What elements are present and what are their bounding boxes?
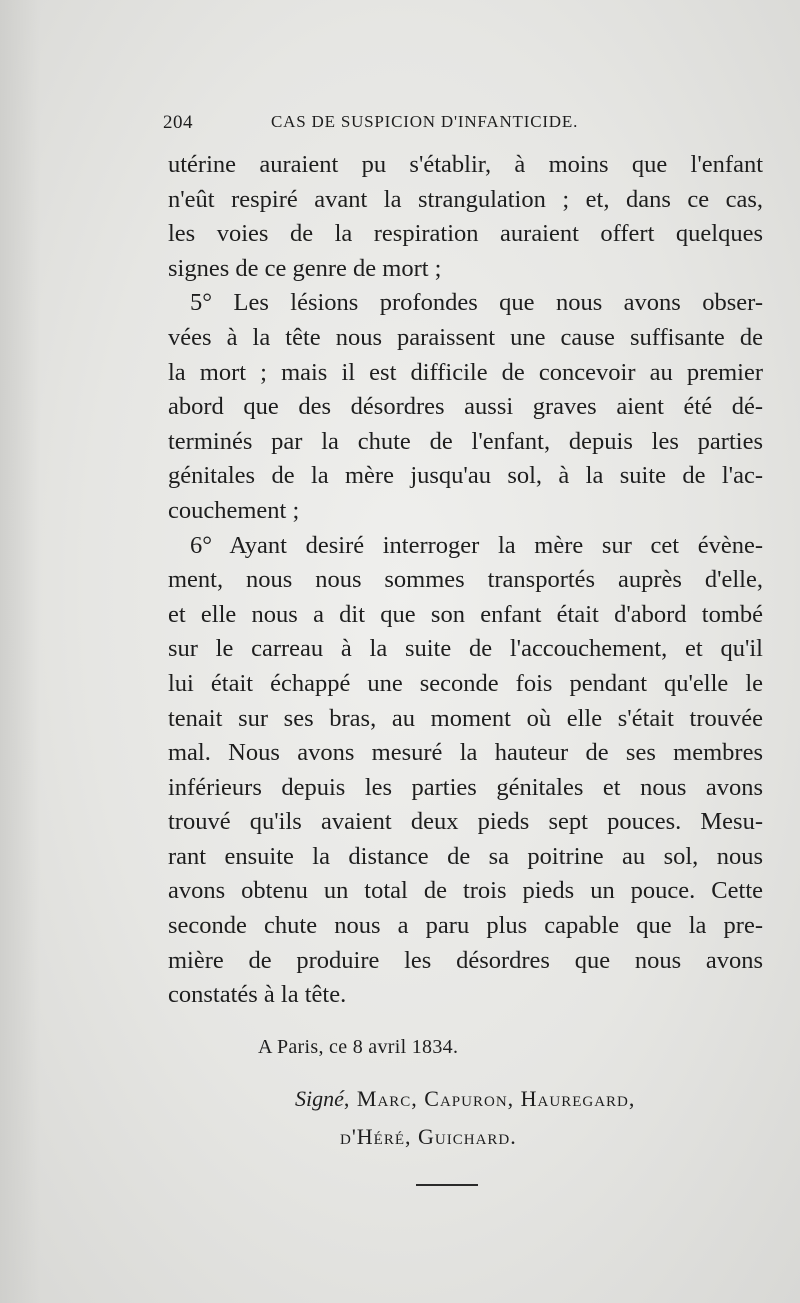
text-line: et elle nous a dit que son enfant était d'abord tombé xyxy=(168,600,763,628)
text-line: tenait sur ses bras, au moment où elle s'était trouvée xyxy=(168,704,763,732)
signature-line-1 xyxy=(295,1080,785,1118)
text-line: les voies de la respiration auraient offert quelques xyxy=(168,220,763,248)
text-line: terminés par la chute de l'enfant, depuis les parties xyxy=(168,427,763,455)
signatories-line-2: d'Héré, Guichard. xyxy=(340,1124,517,1149)
text-line: mal. Nous avons mesuré la hauteur de ses membres xyxy=(168,739,763,767)
body-text xyxy=(168,148,763,1013)
text-line: couchement ; xyxy=(168,496,300,524)
text-line: mière de produire les désordres que nous avons xyxy=(168,946,763,974)
signe-label: Signé xyxy=(295,1086,344,1111)
place-and-date: A Paris, ce 8 avril 1834. xyxy=(258,1036,459,1058)
text-line: inférieurs depuis les parties génitales et nous avons xyxy=(168,773,763,801)
signatories-line-1: , Marc, Capuron, Hauregard, xyxy=(343,1086,636,1111)
text-line: 6° Ayant desiré interroger la mère sur cet évène- xyxy=(190,531,763,559)
text-line: n'eût respiré avant la strangulation ; et, dans ce cas, xyxy=(168,185,763,213)
text-line: seconde chute nous a paru plus capable que la pre- xyxy=(168,912,763,940)
text-line: signes de ce genre de mort ; xyxy=(168,254,442,282)
text-line: trouvé qu'ils avaient deux pieds sept pouces. Mesu- xyxy=(168,808,763,836)
page-number: 204 xyxy=(163,112,193,133)
text-line: constatés à la tête. xyxy=(168,981,347,1009)
running-head xyxy=(163,112,643,142)
page-edge-shadow xyxy=(0,0,40,1303)
signature-block xyxy=(295,1080,785,1156)
text-line: avons obtenu un total de trois pieds un pouce. Cette xyxy=(168,877,763,905)
text-line: rant ensuite la distance de sa poitrine au sol, nous xyxy=(168,842,763,870)
text-line: génitales de la mère jusqu'au sol, à la suite de l'ac- xyxy=(168,462,763,490)
text-line: 5° Les lésions profondes que nous avons obser- xyxy=(190,289,763,317)
end-rule xyxy=(416,1184,478,1186)
text-line: utérine auraient pu s'établir, à moins que l'enfant xyxy=(168,151,763,178)
text-line: la mort ; mais il est difficile de concevoir au premier xyxy=(168,358,763,386)
text-line: vées à la tête nous paraissent une cause suffisante de xyxy=(168,323,763,351)
running-head-title: CAS DE SUSPICION D'INFANTICIDE. xyxy=(271,112,579,131)
text-line: sur le carreau à la suite de l'accouchement, et qu'il xyxy=(168,635,763,663)
text-line: lui était échappé une seconde fois pendant qu'elle le xyxy=(168,669,763,697)
text-line: abord que des désordres aussi graves aient été dé- xyxy=(168,393,763,421)
text-line: ment, nous nous sommes transportés auprès d'elle, xyxy=(168,566,763,594)
